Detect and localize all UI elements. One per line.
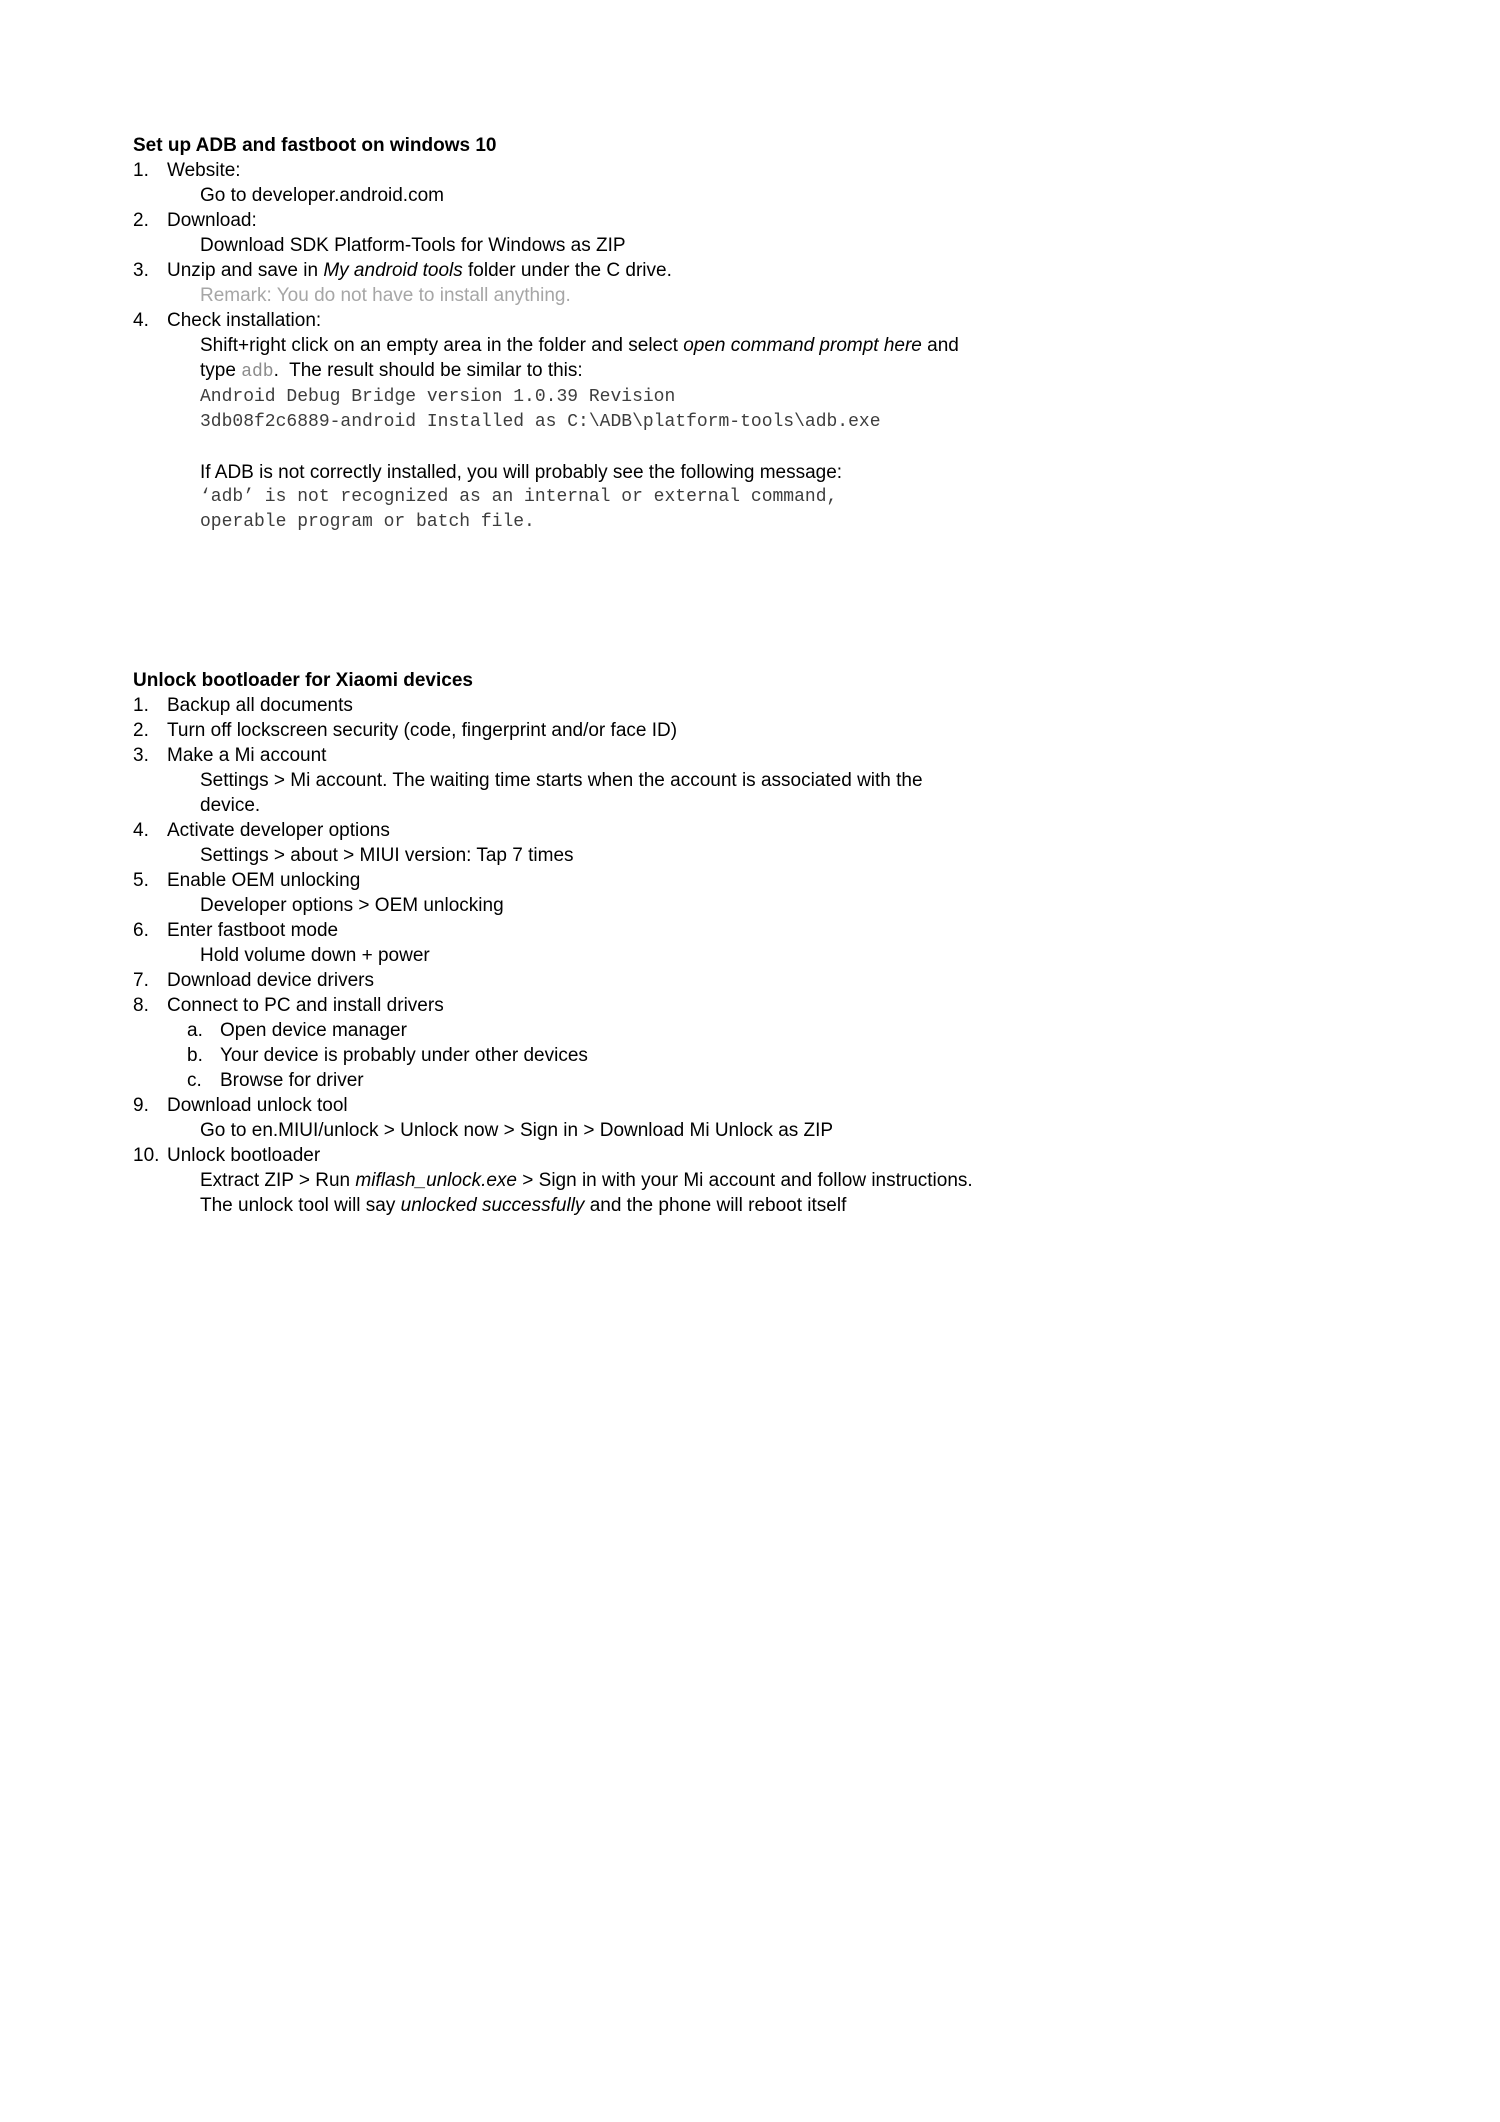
list-item [133, 818, 1393, 843]
text-run: Connect to PC and install drivers [167, 995, 444, 1016]
item-head-text [167, 868, 1393, 893]
text-run: Go to en.MIUI/unlock > Unlock now > Sign in > Download Mi Unlock as ZIP [200, 1120, 834, 1141]
sub-list-item [133, 1068, 1393, 1093]
text-run: Backup all documents [167, 695, 353, 716]
remark-line [133, 283, 1393, 308]
body-line [133, 1118, 1393, 1143]
item-head-text [167, 993, 1393, 1018]
body-line [133, 768, 1393, 793]
item-number: 10. [133, 1145, 160, 1166]
text-run: Remark: You do not have to install anything. [200, 285, 571, 306]
item-head-text [167, 1093, 1393, 1118]
item-head-text [167, 743, 1393, 768]
item-head-text [167, 818, 1393, 843]
text-run: Download unlock tool [167, 1095, 348, 1116]
code-line [133, 385, 1393, 410]
italic-text-run: My android tools [323, 260, 463, 281]
sub-item-marker: c. [187, 1070, 202, 1091]
body-line [133, 233, 1393, 258]
text-run: and the phone will reboot itself [584, 1195, 847, 1216]
italic-text-run: miflash_unlock.exe [355, 1170, 517, 1191]
item-number: 3. [133, 745, 149, 766]
section [133, 668, 1393, 1218]
section [133, 133, 1393, 535]
text-run: . The result should be similar to this: [273, 360, 583, 381]
list-item [133, 1143, 1393, 1168]
item-number: 4. [133, 310, 149, 331]
body-line [133, 793, 1393, 818]
text-run: Make a Mi account [167, 745, 327, 766]
text-run: and [921, 335, 959, 356]
item-number: 3. [133, 260, 149, 281]
list-item [133, 743, 1393, 768]
document-body [133, 133, 1393, 1218]
list-item [133, 868, 1393, 893]
item-number: 5. [133, 870, 149, 891]
item-head-text [167, 718, 1393, 743]
text-run: Download SDK Platform-Tools for Windows as ZIP [200, 235, 626, 256]
item-number: 9. [133, 1095, 149, 1116]
item-head-text [167, 308, 1393, 333]
text-run: Browse for driver [220, 1070, 364, 1091]
text-run: > Sign in with your Mi account and follow instructions. [517, 1170, 973, 1191]
list-item [133, 208, 1393, 233]
code-line [133, 485, 1393, 510]
text-run: Enable OEM unlocking [167, 870, 361, 891]
text-run: Go to developer.android.com [200, 185, 444, 206]
sub-item-text [220, 1043, 588, 1068]
text-run: Enter fastboot mode [167, 920, 339, 941]
text-run: If ADB is not correctly installed, you will probably see the following message: [200, 462, 843, 483]
sub-list-item [133, 1043, 1393, 1068]
inline-code-text: adb [241, 362, 274, 382]
list-item [133, 918, 1393, 943]
item-number: 1. [133, 160, 149, 181]
body-line [133, 843, 1393, 868]
text-run: folder under the C drive. [462, 260, 672, 281]
text-run: Activate developer options [167, 820, 390, 841]
text-run: The unlock tool will say [200, 1195, 401, 1216]
item-number: 6. [133, 920, 149, 941]
text-run: Shift+right click on an empty area in the folder and select [200, 335, 684, 356]
code-line [133, 410, 1393, 435]
text-run: Unlock bootloader [167, 1145, 321, 1166]
text-run: ‘adb’ is not recognized as an internal or external command, [200, 487, 838, 507]
text-run: Download: [167, 210, 257, 231]
item-head-text [167, 158, 1393, 183]
blank-line [133, 435, 1393, 460]
item-head-text [167, 918, 1393, 943]
list-item [133, 308, 1393, 333]
text-run: Android Debug Bridge version 1.0.39 Revision [200, 387, 676, 407]
item-number: 8. [133, 995, 149, 1016]
list-item [133, 993, 1393, 1018]
sub-item-text [220, 1018, 407, 1043]
item-head-text [167, 968, 1393, 993]
item-head-text [167, 693, 1393, 718]
text-run: Website: [167, 160, 241, 181]
list-item [133, 158, 1393, 183]
list-item [133, 693, 1393, 718]
body-line [133, 460, 1393, 485]
list-item [133, 968, 1393, 993]
italic-text-run: open command prompt here [683, 335, 922, 356]
item-number: 2. [133, 720, 149, 741]
text-run: Open device manager [220, 1020, 407, 1041]
section-title: Set up ADB and fastboot on windows 10 [133, 135, 497, 156]
body-line [133, 1193, 1393, 1218]
text-run: Settings > about > MIUI version: Tap 7 times [200, 845, 574, 866]
item-number: 7. [133, 970, 149, 991]
list-item [133, 258, 1393, 283]
item-head-text [167, 1143, 1393, 1168]
sub-item-text [220, 1068, 364, 1093]
text-run: device. [200, 795, 261, 816]
item-number: 1. [133, 695, 149, 716]
text-run: Download device drivers [167, 970, 374, 991]
item-number: 4. [133, 820, 149, 841]
item-number: 2. [133, 210, 149, 231]
text-run: Your device is probably under other devices [220, 1045, 588, 1066]
text-run: Developer options > OEM unlocking [200, 895, 504, 916]
body-line [133, 333, 1393, 358]
text-run: operable program or batch file. [200, 512, 535, 532]
item-head-text [167, 208, 1393, 233]
italic-text-run: unlocked successfully [400, 1195, 585, 1216]
text-run: Extract ZIP > Run [200, 1170, 356, 1191]
body-line [133, 358, 1393, 385]
sub-item-marker: a. [187, 1020, 203, 1041]
text-run: Unzip and save in [167, 260, 324, 281]
section-title: Unlock bootloader for Xiaomi devices [133, 670, 473, 691]
item-head-text [167, 258, 1393, 283]
list-item [133, 1093, 1393, 1118]
body-line [133, 1168, 1393, 1193]
list-item [133, 718, 1393, 743]
text-run: Turn off lockscreen security (code, fingerprint and/or face ID) [167, 720, 678, 741]
text-run: Hold volume down + power [200, 945, 430, 966]
text-run: Settings > Mi account. The waiting time starts when the account is associated with the [200, 770, 923, 791]
body-line [133, 893, 1393, 918]
text-run: type [200, 360, 242, 381]
sub-list-item [133, 1018, 1393, 1043]
code-line [133, 510, 1393, 535]
text-run: Check installation: [167, 310, 322, 331]
sub-item-marker: b. [187, 1045, 203, 1066]
section-gap [133, 535, 1393, 668]
body-line [133, 943, 1393, 968]
body-line [133, 183, 1393, 208]
text-run: 3db08f2c6889-android Installed as C:\ADB\platform-tools\adb.exe [200, 412, 881, 432]
